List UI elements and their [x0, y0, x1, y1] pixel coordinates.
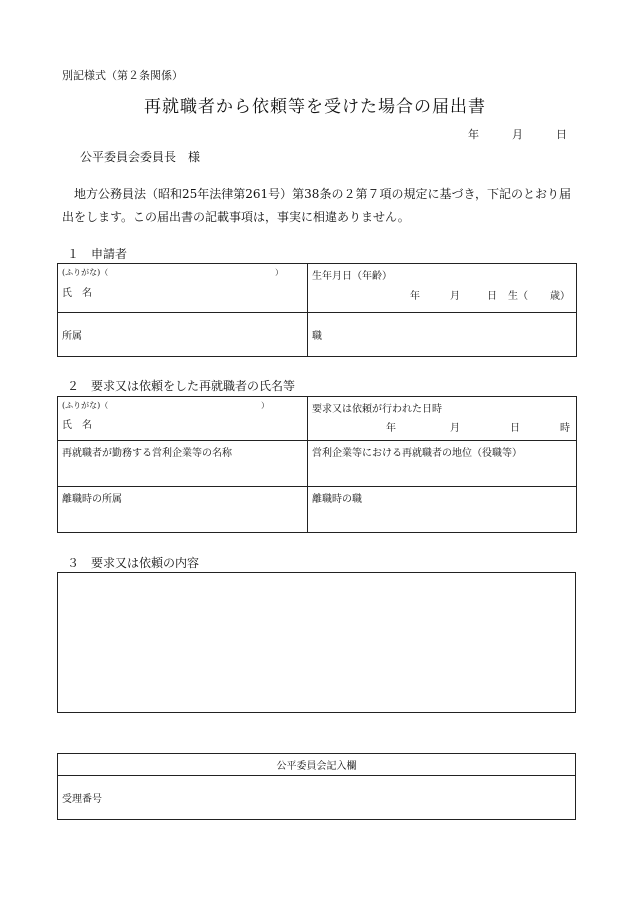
company-position-cell[interactable] [308, 441, 577, 487]
section1-heading: １ 申請者 [67, 247, 128, 261]
requester-name-label: 氏 名 [62, 420, 92, 431]
form-label: 別記様式（第２条関係） [62, 69, 183, 82]
date-month: 月 [512, 128, 523, 141]
birth-year: 年 [410, 291, 420, 302]
applicant-position-label: 職 [312, 331, 322, 342]
addressee: 公平委員会委員長 様 [80, 150, 201, 164]
birth-born: 生（ [508, 291, 528, 302]
page-title: 再就職者から依頼等を受けた場合の届出書 [144, 97, 486, 117]
date-day: 日 [556, 128, 567, 141]
company-position-label: 営利企業等における再就職者の地位（役職等） [312, 448, 522, 459]
committee-header [58, 754, 576, 776]
company-name-cell[interactable] [58, 441, 308, 487]
retire-position-cell[interactable] [308, 487, 577, 533]
applicant-birth-cell[interactable] [308, 264, 577, 313]
date-year: 年 [468, 128, 479, 141]
applicant-furigana-close: ） [275, 268, 283, 277]
section2-heading: ２ 要求又は依頼をした再就職者の氏名等 [67, 379, 296, 393]
retire-affiliation-cell[interactable] [58, 487, 308, 533]
company-name-label: 再就職者が勤務する営利企業等の名称 [62, 448, 232, 459]
declaration-text: 地方公務員法（昭和25年法律第261号）第38条の２第７項の規定に基づき，下記のとおり届出をします。この届出書の記載事項は，事実に相違ありません。 [62, 187, 571, 224]
applicant-table [57, 263, 577, 357]
receipt-number-label: 受理番号 [62, 794, 102, 805]
applicant-birth-label: 生年月日（年齢） [312, 271, 392, 282]
request-content-box[interactable] [57, 572, 576, 713]
birth-month: 月 [450, 291, 460, 302]
requester-table [57, 396, 577, 533]
requester-name-cell[interactable] [58, 397, 308, 441]
applicant-affiliation-cell[interactable] [58, 313, 308, 357]
birth-age: 歳） [550, 291, 570, 302]
request-day: 日 [510, 423, 520, 434]
request-datetime-label: 要求又は依頼が行われた日時 [312, 404, 442, 415]
requester-furigana-label: (ふりがな)（ [62, 401, 109, 410]
applicant-furigana-label: (ふりがな)（ [62, 268, 109, 277]
section3-heading: ３ 要求又は依頼の内容 [67, 556, 200, 570]
request-month: 月 [450, 423, 460, 434]
request-hour: 時 [560, 423, 570, 434]
request-year: 年 [386, 423, 396, 434]
applicant-name-label: 氏 名 [62, 288, 92, 299]
retire-position-label: 離職時の職 [312, 494, 362, 505]
birth-day: 日 [487, 291, 497, 302]
receipt-number-cell[interactable] [58, 776, 576, 820]
retire-affiliation-label: 離職時の所属 [62, 494, 122, 505]
applicant-position-cell[interactable] [308, 313, 577, 357]
committee-header-label: 公平委員会記入欄 [276, 761, 357, 772]
requester-furigana-close: ） [261, 401, 269, 410]
applicant-affiliation-label: 所属 [62, 331, 82, 342]
committee-table [57, 753, 576, 820]
request-datetime-cell[interactable] [308, 397, 577, 441]
applicant-name-cell[interactable] [58, 264, 308, 313]
